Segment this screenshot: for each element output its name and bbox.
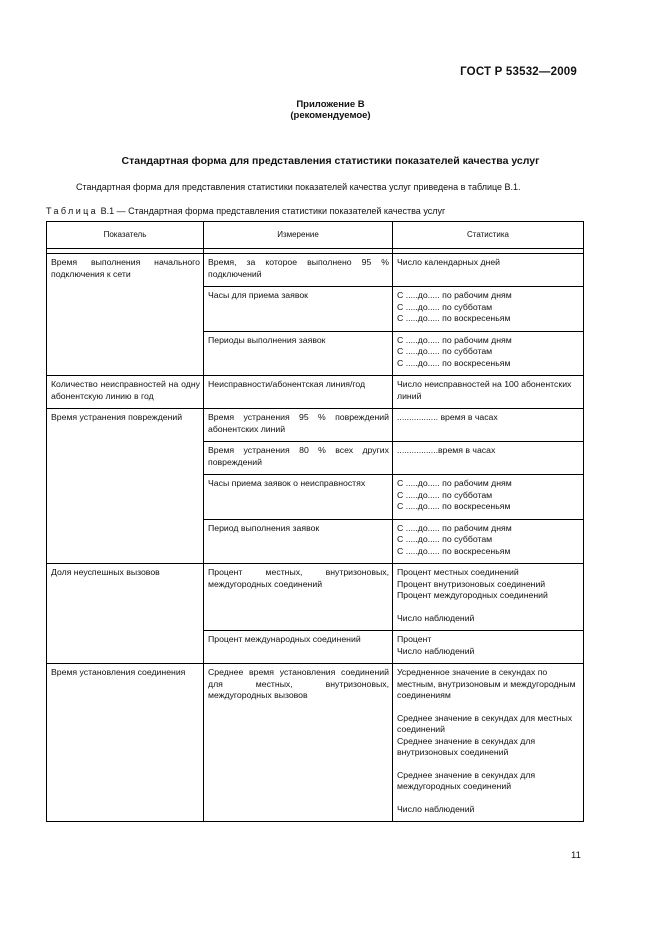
statistics-line: ................. время в часах: [397, 412, 498, 422]
statistics-spacer: [397, 602, 580, 613]
indicator-cell: Доля неуспешных вызовов: [47, 564, 204, 664]
indicator-cell: Время выполнения начального подключения к сети: [47, 254, 204, 376]
statistics-line: С .....до..... по воскресеньям: [397, 313, 511, 323]
table-row: [47, 564, 584, 631]
indicator-cell: Время установления соединения: [47, 664, 204, 822]
statistics-line: С .....до..... по воскресеньям: [397, 545, 511, 556]
statistics-cell: [393, 519, 584, 564]
appendix-subtitle: (рекомендуемое): [290, 110, 371, 121]
section-title: Стандартная форма для представления статистики показателей качества услуг: [121, 155, 540, 167]
statistics-line: Процент местных соединений: [397, 567, 519, 577]
statistics-line: Число наблюдений: [397, 612, 475, 623]
statistics-cell: [393, 376, 584, 409]
measurement-cell: Процент международных соединений: [204, 631, 393, 664]
statistics-line: С .....до..... по рабочим дням: [397, 290, 512, 300]
measurement-cell: Процент местных, внутризоновых, междугородных соединений: [204, 564, 393, 631]
table-row: [47, 376, 584, 409]
table-header-row: [47, 222, 584, 249]
statistics-line: .................время в часах: [397, 445, 496, 455]
statistics-line: С .....до..... по субботам: [397, 301, 493, 312]
statistics-cell: [393, 331, 584, 376]
statistics-table: [46, 221, 584, 822]
column-header-measurement: Измерение: [204, 222, 393, 249]
measurement-cell: Часы для приема заявок: [204, 287, 393, 332]
table-row: [47, 254, 584, 287]
statistics-line: С .....до..... по рабочим дням: [397, 478, 512, 488]
table-caption-prefix: Таблица: [46, 206, 99, 216]
table-row: [47, 409, 584, 442]
table-body: [47, 249, 584, 822]
measurement-cell: Период выполнения заявок: [204, 519, 393, 564]
statistics-line: Процент внутризоновых соединений: [397, 578, 546, 589]
indicator-cell: Количество неисправностей на одну абонентскую линию в год: [47, 376, 204, 409]
statistics-line: С .....до..... по воскресеньям: [397, 357, 511, 368]
statistics-cell: [393, 631, 584, 664]
table-caption-text: В.1 — Стандартная форма представления статистики показателей качества услуг: [98, 206, 446, 216]
intro-paragraph: Стандартная форма для представления статистики показателей качества услуг приведена в таблице В.1.: [76, 182, 521, 192]
measurement-cell: Время устранения 95 % повреждений абонентских линий: [204, 409, 393, 442]
statistics-cell: [393, 409, 584, 442]
statistics-line: Среднее значение в секундах для местных соединений: [397, 712, 573, 734]
page-number: 11: [571, 850, 581, 861]
statistics-line: С .....до..... по рабочим дням: [397, 522, 512, 533]
statistics-line: Среднее значение в секундах для междугородных соединений: [397, 769, 536, 791]
statistics-cell: [393, 254, 584, 287]
measurement-cell: Время, за которое выполнено 95 % подключений: [204, 254, 393, 287]
statistics-cell: [393, 287, 584, 332]
statistics-line: Процент междугородных соединений: [397, 590, 548, 600]
measurement-cell: Периоды выполнения заявок: [204, 331, 393, 376]
statistics-line: Число календарных дней: [397, 257, 501, 267]
measurement-cell: Среднее время установления соединений для местных, внутризоновых, междугородных вызовов: [204, 664, 393, 822]
statistics-cell: [393, 442, 584, 475]
statistics-line: Число наблюдений: [397, 803, 475, 814]
measurement-cell: Время устранения 80 % всех других повреждений: [204, 442, 393, 475]
appendix-title: Приложение В: [296, 99, 365, 110]
document-standard-number: ГОСТ Р 53532—2009: [460, 66, 577, 78]
statistics-cell: [393, 564, 584, 631]
column-header-statistics: Статистика: [393, 222, 584, 249]
measurement-cell: Неисправности/абонентская линия/год: [204, 376, 393, 409]
statistics-line: Процент: [397, 634, 432, 644]
table-caption: [46, 206, 445, 216]
statistics-line: С .....до..... по субботам: [397, 346, 493, 356]
statistics-cell: [393, 664, 584, 822]
statistics-line: Число наблюдений: [397, 645, 475, 656]
statistics-line: Число неисправностей на 100 абонентских линий: [397, 379, 572, 401]
statistics-line: С .....до..... по субботам: [397, 489, 493, 500]
statistics-line: Среднее значение в секундах для внутризоновых соединений: [397, 735, 536, 757]
statistics-spacer: [397, 759, 580, 770]
column-header-indicator: Показатель: [47, 222, 204, 249]
table-row: [47, 664, 584, 822]
measurement-cell: Часы приема заявок о неисправностях: [204, 475, 393, 520]
appendix-heading: [0, 99, 661, 121]
statistics-line: С .....до..... по воскресеньям: [397, 501, 511, 511]
statistics-cell: [393, 475, 584, 520]
statistics-spacer: [397, 793, 580, 804]
statistics-line: Усредненное значение в секундах по местным, внутризоновым и междугородным соединениям: [397, 667, 576, 700]
statistics-line: С .....до..... по рабочим дням: [397, 334, 512, 345]
indicator-cell: Время устранения повреждений: [47, 409, 204, 564]
statistics-line: С .....до..... по субботам: [397, 534, 493, 544]
statistics-spacer: [397, 702, 580, 713]
